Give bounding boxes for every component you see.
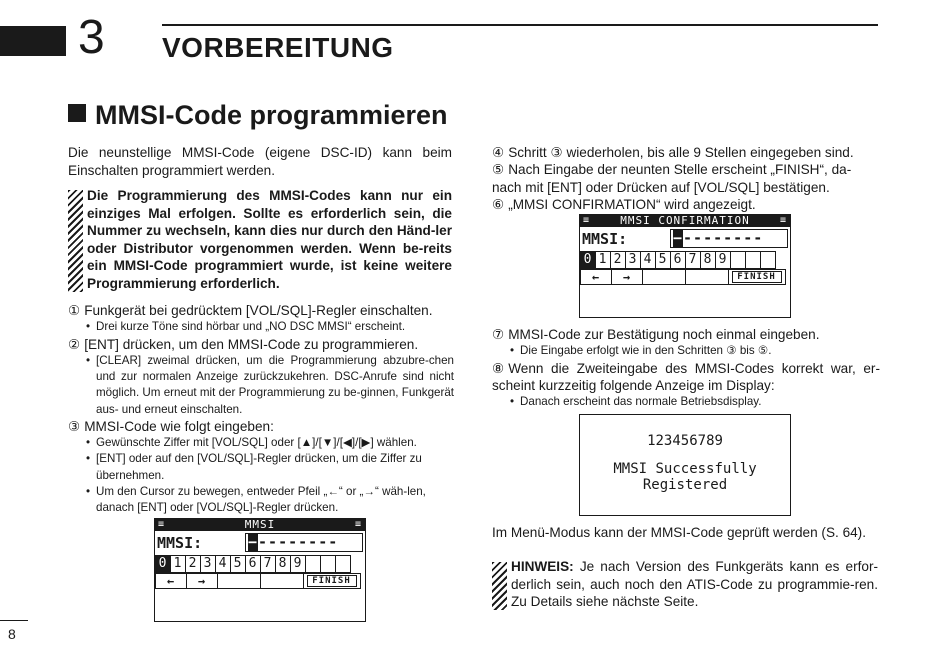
mmsi-label: MMSI: [157,534,203,552]
step-1 [68,302,454,319]
step-3-sub-3: • Um den Cursor zu bewegen, entweder Pfeil „←“ or „→“ wäh-len, danach [ENT] oder [VOL/SQL]-Regler drücken. [86,484,454,516]
lcd-header [580,215,790,227]
digit-cell-5: 5 [230,555,246,573]
empty-cell [730,251,746,269]
lcd-mmsi-row [580,227,790,249]
hint-label: HINWEIS: [511,559,574,574]
step-7 [492,326,880,343]
mmsi-cursor: − [248,533,259,551]
digit-cell-0: 0 [155,555,171,573]
step-text: Nach Eingabe der neunten Stelle erscheint „FINISH“, da-nach mit [ENT] oder Drücken auf [VOL/SQL] bestätigen. [492,162,852,195]
left-arrow-key: ← [580,269,612,285]
empty-key [217,573,261,589]
step-6 [492,196,880,213]
digit-cell-4: 4 [215,555,231,573]
page-number: 8 [8,626,16,642]
step-number: ⑥ [492,197,505,213]
right-arrow-key: → [186,573,218,589]
lcd-mmsi-row [155,531,365,553]
empty-cell [335,555,351,573]
right-steps-b [492,326,880,411]
digit-cell-8: 8 [275,555,291,573]
menu-icon: ≡ [779,215,787,226]
step-2-sub: • [CLEAR] zweimal drücken, um die Programmierung abzubre-chen und zur normalen Anzeige zurückzukehren. DSC-Anrufe sind nicht möglich. Um erneut mit der Programmierung zu be-ginnen, Funkgerät aus- und erneut einschalten. [86,353,454,418]
step-3 [68,418,454,435]
warning-note: Die Programmierung des MMSI-Codes kann nur ein einziges Mal erfolgen. Sollte es erforderlich sein, die Nummer zu wechseln, kann dies nur durch den Händ-ler oder Distributor vorgenommen werden. Wenn be-reits ein MMSI-Code programmiert wurde, ist keine weitere Programmierung erforderlich. [87,188,452,291]
step-number: ⑦ [492,327,505,342]
mmsi-label: MMSI: [582,230,628,248]
success-line-1: MMSI Successfully [613,461,757,477]
step-2 [68,336,454,353]
step-1-sub: • Drei kurze Töne sind hörbar und „NO DSC MMSI“ erscheint. [86,319,454,335]
lcd-header-title: MMSI CONFIRMATION [620,214,750,227]
step-text: „MMSI CONFIRMATION“ wird angezeigt. [508,197,756,213]
step-8-sub: • Danach erscheint das normale Betriebsdisplay. [510,394,880,410]
lcd-header [155,519,365,531]
step-text: Wenn die Zweiteingabe des MMSI-Codes korrekt war, er-scheint kurzzeitig folgende Anzeige im Display: [492,360,880,394]
footer-rule [0,620,28,621]
left-arrow-key: ← [155,573,187,589]
step-text: MMSI-Code zur Bestätigung noch einmal eingeben. [508,327,820,342]
success-line-2: Registered [642,477,728,493]
mmsi-field [670,229,788,248]
step-number: ② [68,336,81,352]
step-4 [492,144,880,161]
step-5 [492,161,880,196]
step-7-sub: • Die Eingabe erfolgt wie in den Schritten ③ bis ⑤. [510,343,880,359]
step-text: [ENT] drücken, um den MMSI-Code zu programmieren. [84,336,419,352]
header-rule [162,24,878,26]
menu-note: Im Menü-Modus kann der MMSI-Code geprüft werden (S. 64). [492,525,866,540]
empty-cell [745,251,761,269]
hint-text: Je nach Version des Funkgeräts kann es erfor-derlich sein, auch noch den ATIS-Code zu programmie-ren. Zu Details siehe nächste Seite. [511,559,878,609]
digit-cell-6: 6 [245,555,261,573]
mmsi-field [245,533,363,552]
digit-cell-1: 1 [170,555,186,573]
empty-cell [760,251,776,269]
empty-key [260,573,304,589]
digit-grid [155,555,365,572]
mmsi-cursor: − [673,229,684,247]
lcd-mmsi-entry [154,518,366,622]
digit-cell-3: 3 [625,251,641,269]
digit-cell-9: 9 [715,251,731,269]
nav-row [580,269,790,284]
section-title-text: MMSI-Code programmieren [95,100,448,130]
menu-icon: ≡ [583,215,591,226]
digit-cell-7: 7 [260,555,276,573]
empty-key [642,269,686,285]
digit-cell-8: 8 [700,251,716,269]
menu-icon: ≡ [354,519,362,530]
left-steps [68,302,454,516]
step-number: ① [68,303,81,318]
finish-key [303,573,361,589]
finish-label: FINISH [307,575,357,587]
digit-cell-6: 6 [670,251,686,269]
digit-cell-2: 2 [185,555,201,573]
chapter-tab-bar [0,26,66,56]
step-number: ③ [68,418,81,434]
step-3-sub-1: • Gewünschte Ziffer mit [VOL/SQL] oder [▲]/[▼]/[◀]/[▶] wählen. [86,435,454,451]
mmsi-number: 123456789 [647,433,723,449]
step-number: ④ [492,145,505,160]
step-text: MMSI-Code wie folgt eingeben: [84,418,274,434]
mmsi-value: -------- [683,229,764,247]
empty-key [685,269,729,285]
step-text: Schritt ③ wiederholen, bis alle 9 Stellen eingegeben sind. [508,145,854,160]
hint-hatch-icon [492,562,507,610]
section-title [68,100,448,131]
chapter-title: VORBEREITUNG [162,32,394,63]
right-steps-a [492,144,880,214]
step-8 [492,360,880,395]
chapter-number: 3 [78,11,105,64]
intro-paragraph: Die neunstellige MMSI-Code (eigene DSC-ID) kann beim Einschalten programmiert werden. [68,145,452,178]
nav-row [155,573,365,588]
square-bullet-icon [68,104,86,122]
lcd-success [579,414,791,516]
mmsi-value: -------- [258,533,339,551]
digit-cell-9: 9 [290,555,306,573]
lcd-header-title: MMSI [244,518,276,531]
right-arrow-key: → [611,269,643,285]
digit-cell-5: 5 [655,251,671,269]
digit-cell-0: 0 [580,251,596,269]
warning-hatch-icon [68,190,83,292]
hint-note [511,558,878,611]
step-number: ⑧ [492,360,505,376]
empty-cell [305,555,321,573]
digit-cell-1: 1 [595,251,611,269]
digit-cell-2: 2 [610,251,626,269]
lcd-mmsi-confirmation [579,214,791,318]
digit-grid [580,251,790,268]
finish-key [728,269,786,285]
step-3-sub-2: • [ENT] oder auf den [VOL/SQL]-Regler drücken, um die Ziffer zu übernehmen. [86,451,454,483]
digit-cell-3: 3 [200,555,216,573]
digit-cell-7: 7 [685,251,701,269]
step-number: ⑤ [492,162,505,178]
step-text: Funkgerät bei gedrücktem [VOL/SQL]-Regler einschalten. [84,303,433,318]
empty-cell [320,555,336,573]
menu-icon: ≡ [158,519,166,530]
digit-cell-4: 4 [640,251,656,269]
finish-label: FINISH [732,271,782,283]
